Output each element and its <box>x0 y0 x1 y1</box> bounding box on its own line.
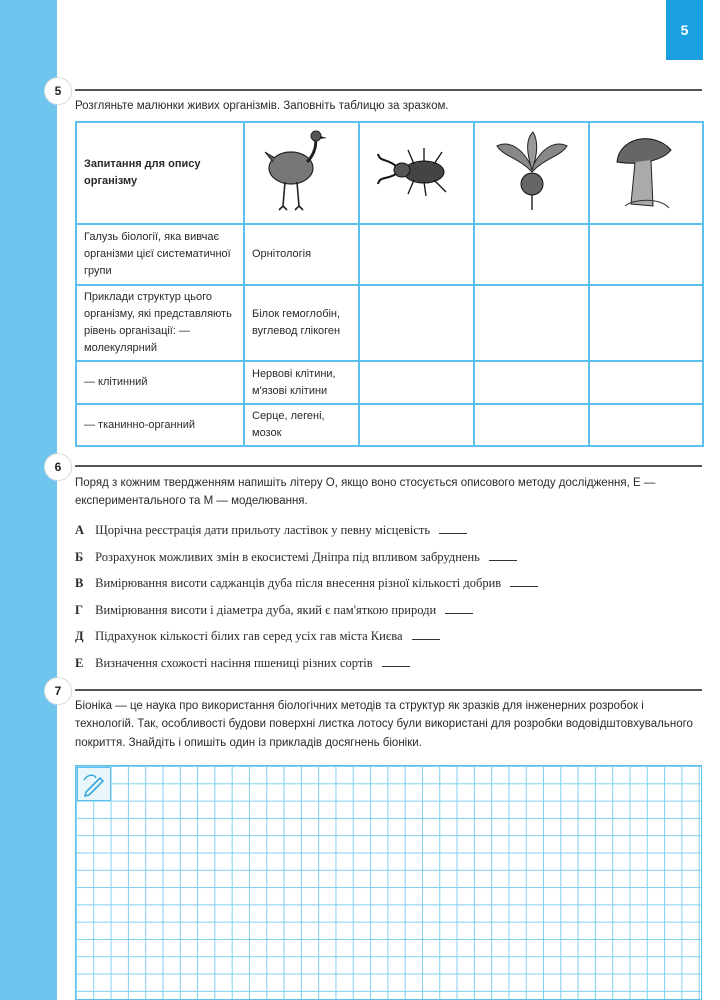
item-letter: Б <box>75 549 84 564</box>
organism-cell <box>474 122 589 224</box>
answer-blank[interactable] <box>489 550 517 561</box>
list-item <box>75 629 702 656</box>
task-divider <box>75 465 702 467</box>
table-row <box>76 404 703 446</box>
row-answer: Серце, легені, мозок <box>244 404 359 446</box>
table-header-row <box>76 122 703 224</box>
answer-blank[interactable] <box>510 576 538 587</box>
item-text: Визначення схожості насіння пшениці різних сортів <box>95 655 373 670</box>
item-letter: Д <box>75 629 84 643</box>
pencil-icon <box>77 767 111 801</box>
task-text: Біоніка — це наука про використання біологічних методів та структур як зразків для інженерних розробок і технологій. Так, особливості будови поверхні листка лотосу були використані для розробки водовідштовхувального покриття. Знайдіть і опишіть один із прикладів досягнень біоніки. <box>75 700 693 749</box>
task-instruction: Поряд з кожним твердженням напишіть літеру О, якщо воно стосується описового методу дослідження, Е — експериментального та М — моделювання. <box>75 477 656 508</box>
row-answer: Нервові клітини, м'язові клітини <box>244 361 359 404</box>
answer-cell[interactable] <box>474 285 589 361</box>
row-question: Галузь біології, яка вивчає організми цієї систематичної групи <box>76 224 244 285</box>
answer-cell[interactable] <box>359 224 474 285</box>
answer-cell[interactable] <box>589 285 703 361</box>
bird-icon <box>263 126 341 214</box>
answer-cell[interactable] <box>474 361 589 404</box>
answer-cell[interactable] <box>474 224 589 285</box>
answer-blank[interactable] <box>439 523 467 534</box>
item-text: Вимірювання висоти саджанців дуба після внесення різної кількості добрив <box>95 576 502 590</box>
list-item <box>75 523 702 550</box>
left-margin-bar <box>0 0 57 1000</box>
answer-blank[interactable] <box>382 656 410 667</box>
row-question: — клітинний <box>76 361 244 404</box>
page-number: 5 <box>666 0 703 60</box>
list-item <box>75 576 702 603</box>
item-text: Розрахунок можливих змін в екосистемі Дніпра під впливом забруднень <box>95 549 480 564</box>
header-question: Запитання для опису організму <box>76 122 244 224</box>
table-row <box>76 224 703 285</box>
answer-cell[interactable] <box>359 404 474 446</box>
item-text: Підрахунок кількості білих гав серед усіх гав міста Києва <box>95 629 403 643</box>
answer-cell[interactable] <box>589 224 703 285</box>
radish-icon <box>489 128 575 212</box>
mushroom-icon <box>611 128 681 212</box>
list-item <box>75 603 702 630</box>
table-row <box>76 361 703 404</box>
beetle-icon <box>374 140 460 200</box>
answer-grid[interactable] <box>75 765 702 1000</box>
item-letter: Е <box>75 655 84 670</box>
answer-cell[interactable] <box>589 361 703 404</box>
answer-blank[interactable] <box>412 629 440 640</box>
answer-cell[interactable] <box>589 404 703 446</box>
item-text: Щорічна реєстрація дати прильоту ластівок у певну місцевість <box>95 523 431 537</box>
task-number-badge: 5 <box>44 77 72 105</box>
item-letter: В <box>75 576 84 590</box>
answer-cell[interactable] <box>474 404 589 446</box>
row-answer: Орнітологія <box>244 224 359 285</box>
organism-table <box>75 121 704 447</box>
organism-cell <box>359 122 474 224</box>
row-answer: Білок гемоглобін, вуглевод глікоген <box>244 285 359 361</box>
answer-cell[interactable] <box>359 361 474 404</box>
list-item <box>75 550 702 577</box>
task-number-badge: 7 <box>44 677 72 705</box>
row-question: — тканинно-органний <box>76 404 244 446</box>
table-row <box>76 285 703 361</box>
answer-blank[interactable] <box>445 603 473 614</box>
answer-cell[interactable] <box>359 285 474 361</box>
item-letter: Г <box>75 602 83 617</box>
list-item <box>75 656 702 683</box>
row-question: Приклади структур цього організму, які представляють рівень організації: — молекулярний <box>76 285 244 361</box>
statement-list <box>75 523 702 682</box>
task-divider <box>75 89 702 91</box>
item-text: Вимірювання висоти і діаметра дуба, який є пам'яткою природи <box>95 602 437 617</box>
task-number-badge: 6 <box>44 453 72 481</box>
task-divider <box>75 689 702 691</box>
task-instruction: Розгляньте малюнки живих організмів. Заповніть таблицю за зразком. <box>75 100 449 112</box>
organism-cell <box>589 122 703 224</box>
item-letter: А <box>75 523 85 537</box>
organism-cell <box>244 122 359 224</box>
